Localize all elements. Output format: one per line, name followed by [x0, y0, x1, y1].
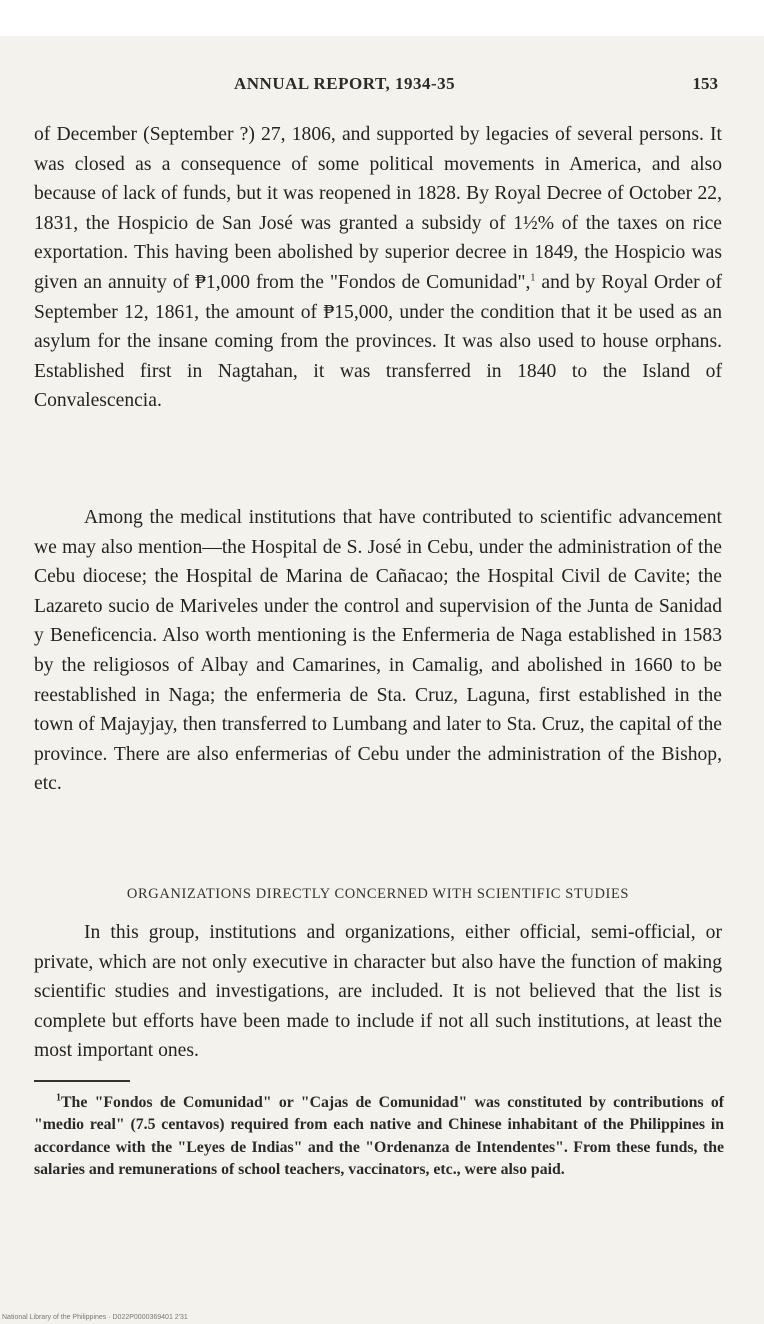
footnote	[34, 1092, 724, 1181]
page-top-margin	[0, 0, 764, 36]
paragraph-1	[34, 120, 722, 416]
paragraph-2: Among the medical institutions that have contributed to scientific advancement we may also mention—the Hospital de S. José in Cebu, under the administration of the Cebu diocese; the Hospital de Marina de Cañacao; the Hospital Civil de Cavite; the Lazareto sucio de Mariveles under the control and supervision of the Junta de Sanidad y Beneficencia. Also worth mentioning is the Enfermeria de Naga established in 1583 by the religiosos of Albay and Camarines, in Camalig, and abolished in 1660 to be reestablished in Naga; the enfermeria de Sta. Cruz, Laguna, first established in the town of Majayjay, then transferred to Lumbang and later to Sta. Cruz, the capital of the province. There are also enfermerias of Cebu under the administration of the Bishop, etc.	[34, 507, 722, 795]
footnote-text: The "Fondos de Comunidad" or "Cajas de Comunidad" was constituted by contributions of "medio real" (7.5 centavos) required from each native and Chinese inhabitant of the Philippines in accordance with the "Leyes de Indias" and the "Ordenanza de Intendentes". From these funds, the salaries and remunerations of school teachers, vaccinators, etc., were also paid.	[34, 1094, 724, 1178]
footnote-reference: 1	[530, 272, 536, 284]
page-header	[34, 74, 718, 98]
footnote-mark: 1	[56, 1092, 61, 1104]
digitization-imprint: National Library of the Philippines · D022P0000369401 2'31	[2, 1314, 188, 1321]
running-title: ANNUAL REPORT, 1934-35	[234, 74, 456, 93]
paragraph-1-part-a: of December (September ?) 27, 1806, and supported by legacies of several persons. It was closed as a consequence of some political movements in America, and also because of lack of funds, but it was reopened in 1828. By Royal Decree of October 22, 1831, the Hospicio de San José was granted a subsidy of 1½% of the taxes on rice exportation. This having been abolished by superior decree in 1849, the Hospicio was given an annuity of ₱1,000 from the "Fondos de Comunidad",	[34, 124, 722, 293]
paragraph-3: In this group, institutions and organizations, either official, semi-official, or private, which are not only executive in character but also have the function of making scientific studies and investigations, are included. It is not believed that the list is complete but efforts have been made to include if not all such institutions, at least the most important ones.	[34, 922, 722, 1062]
footnote-divider	[34, 1080, 130, 1082]
paragraph-1-part-b: and by Royal Order of September 12, 1861, the amount of ₱15,000, under the condition that it be used as an asylum for the insane coming from the provinces. It was also used to house orphans. Established first in Nagtahan, it was transferred in 1840 to the Island of Convalescencia.	[34, 271, 722, 412]
section-heading: ORGANIZATIONS DIRECTLY CONCERNED WITH SCIENTIFIC STUDIES	[126, 886, 630, 902]
page-number: 153	[692, 74, 718, 93]
